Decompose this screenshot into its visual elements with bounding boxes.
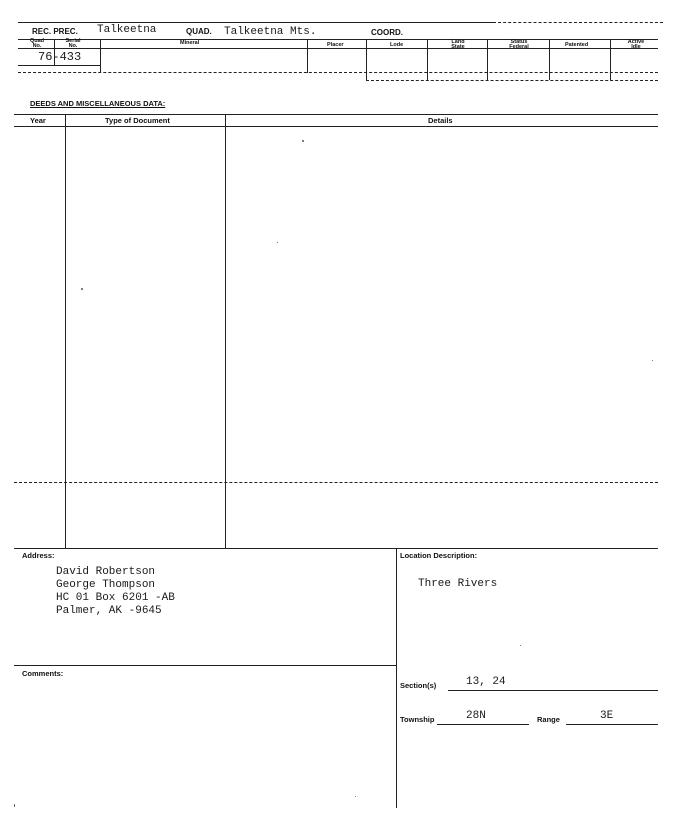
header-bottom-rule <box>18 65 100 66</box>
scan-speck <box>355 796 356 797</box>
address-line: George Thompson <box>56 579 156 591</box>
scan-speck <box>520 645 521 646</box>
deeds-bottom-rule <box>14 548 658 549</box>
quad-serial-value: 76-433 <box>38 50 82 64</box>
rec-prec-value: Talkeetna <box>97 24 157 36</box>
col-divider <box>100 39 101 73</box>
deeds-dashed-rule <box>14 482 658 483</box>
col-status-federal: Status Federal <box>509 39 529 50</box>
quad-value: Talkeetna Mts. <box>224 26 317 38</box>
header-subrow-rule <box>18 48 658 49</box>
header-row-rule <box>18 39 658 40</box>
col-type-of-document: Type of Document <box>105 116 170 125</box>
township-label: Township <box>400 715 435 724</box>
scan-speck <box>81 288 83 290</box>
col-divider <box>366 39 367 80</box>
header-top-rule <box>18 22 493 23</box>
header-top-dash <box>493 22 663 23</box>
col-land-state: Land State <box>451 39 465 50</box>
township-value: 28N <box>466 710 486 722</box>
col-divider <box>307 39 308 73</box>
col-patented: Patented <box>565 42 589 48</box>
col-active-idle: Active Idle <box>627 39 645 50</box>
address-line: David Robertson <box>56 566 156 578</box>
col-lode: Lode <box>390 42 404 48</box>
township-underline <box>437 724 529 725</box>
col-divider <box>427 39 428 80</box>
col-year: Year <box>30 116 46 125</box>
comments-top-rule <box>14 665 396 666</box>
address-location-divider <box>396 548 397 808</box>
deeds-top-rule <box>14 114 658 115</box>
deeds-head-rule <box>14 126 658 127</box>
rec-prec-label: REC. PREC. <box>32 27 78 36</box>
range-label: Range <box>537 715 560 724</box>
quad-label: QUAD. <box>186 27 212 36</box>
scan-speck <box>277 242 278 243</box>
section-label: Section(s) <box>400 681 437 690</box>
col-serial-no: Serial No. <box>65 38 81 49</box>
comments-label: Comments: <box>22 669 64 678</box>
col-details: Details <box>428 116 453 125</box>
address-line: Palmer, AK -9645 <box>56 605 162 617</box>
location-description-label: Location Description: <box>400 551 478 560</box>
section-value: 13, 24 <box>466 676 506 688</box>
location-description-value: Three Rivers <box>418 578 498 590</box>
col-divider <box>610 39 611 80</box>
range-underline <box>566 724 658 725</box>
address-block <box>56 566 175 618</box>
scan-speck <box>14 804 15 807</box>
address-label: Address: <box>22 551 55 560</box>
col-mineral: Mineral <box>180 40 200 46</box>
scan-speck <box>302 140 304 142</box>
range-value: 3E <box>600 710 614 722</box>
address-line: HC 01 Box 6201 -AB <box>56 592 175 604</box>
deeds-title: DEEDS AND MISCELLANEOUS DATA: <box>30 99 166 108</box>
coord-label: COORD. <box>371 28 403 37</box>
col-divider <box>549 39 550 80</box>
col-placer: Placer <box>327 42 344 48</box>
header-bottom-dash-2 <box>366 80 658 81</box>
section-underline <box>448 690 658 691</box>
col-quad-no: Quad No. <box>29 38 45 49</box>
scan-speck <box>652 360 653 361</box>
header-bottom-dash-1 <box>18 72 658 73</box>
col-divider <box>487 39 488 80</box>
